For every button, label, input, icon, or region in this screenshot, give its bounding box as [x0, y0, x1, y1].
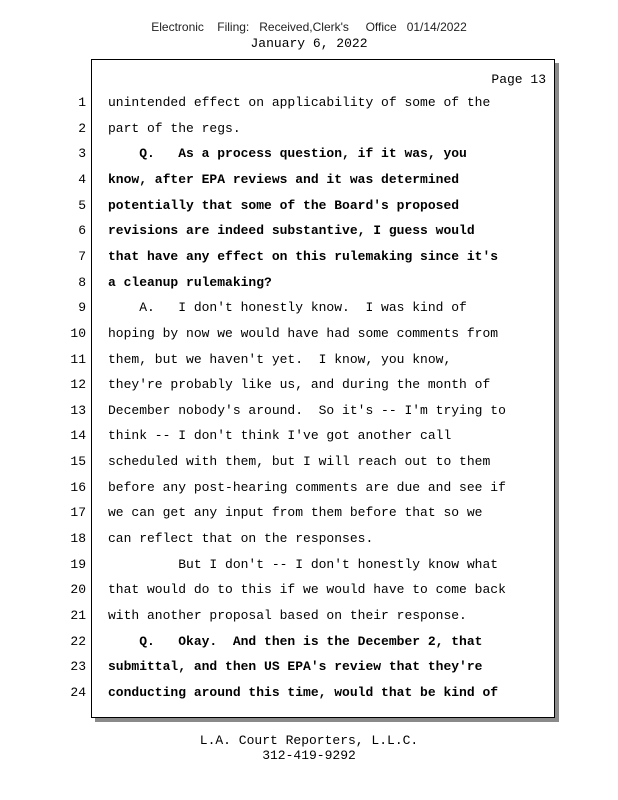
line-text: with another proposal based on their response.: [108, 608, 467, 623]
line-text: December nobody's around. So it's -- I'm trying to: [108, 403, 506, 418]
line-number: 9: [78, 300, 86, 315]
line-number: 3: [78, 146, 86, 161]
line-text: scheduled with them, but I will reach out to them: [108, 454, 491, 469]
line-text: they're probably like us, and during the month of: [108, 377, 491, 392]
line-number: 23: [70, 659, 86, 674]
line-number: 4: [78, 172, 86, 187]
line-number: 24: [70, 685, 86, 700]
line-number: 15: [70, 454, 86, 469]
line-number: 20: [70, 582, 86, 597]
line-text: know, after EPA reviews and it was determined: [108, 172, 460, 187]
line-text: But I don't -- I don't honestly know what: [108, 557, 499, 572]
line-text: a cleanup rulemaking?: [108, 275, 272, 290]
line-number: 13: [70, 403, 86, 418]
line-number: 6: [78, 223, 86, 238]
line-number: 16: [70, 480, 86, 495]
line-text: that have any effect on this rulemaking since it's: [108, 249, 499, 264]
line-text: Q. Okay. And then is the December 2, that: [108, 634, 483, 649]
line-number: 17: [70, 505, 86, 520]
line-text: hoping by now we would have had some comments from: [108, 326, 499, 341]
line-number: 8: [78, 275, 86, 290]
line-text: before any post-hearing comments are due and see if: [108, 480, 506, 495]
filing-stamp: Electronic Filing: Received,Clerk's Office 01/14/2022: [151, 20, 467, 34]
line-text: revisions are indeed substantive, I guess would: [108, 223, 475, 238]
line-text: submittal, and then US EPA's review that they're: [108, 659, 483, 674]
line-number: 10: [70, 326, 86, 341]
line-number: 21: [70, 608, 86, 623]
line-number: 14: [70, 428, 86, 443]
line-number: 22: [70, 634, 86, 649]
page-number: Page 13: [491, 72, 546, 87]
line-number: 7: [78, 249, 86, 264]
line-number: 1: [78, 95, 86, 110]
header-date: January 6, 2022: [250, 36, 368, 51]
line-text: that would do to this if we would have to come back: [108, 582, 506, 597]
line-text: A. I don't honestly know. I was kind of: [108, 300, 467, 315]
line-text: Q. As a process question, if it was, you: [108, 146, 467, 161]
footer-company: L.A. Court Reporters, L.L.C.: [199, 733, 419, 748]
line-number: 2: [78, 121, 86, 136]
line-number: 18: [70, 531, 86, 546]
line-text: conducting around this time, would that be kind of: [108, 685, 499, 700]
line-text: part of the regs.: [108, 121, 241, 136]
line-text: we can get any input from them before that so we: [108, 505, 483, 520]
line-number: 5: [78, 198, 86, 213]
line-text: them, but we haven't yet. I know, you know,: [108, 352, 452, 367]
line-text: unintended effect on applicability of some of the: [108, 95, 491, 110]
line-text: think -- I don't think I've got another call: [108, 428, 452, 443]
line-text: potentially that some of the Board's proposed: [108, 198, 460, 213]
line-number: 11: [70, 352, 86, 367]
line-text: can reflect that on the responses.: [108, 531, 374, 546]
line-number: 12: [70, 377, 86, 392]
footer-phone: 312-419-9292: [262, 748, 356, 763]
line-number: 19: [70, 557, 86, 572]
